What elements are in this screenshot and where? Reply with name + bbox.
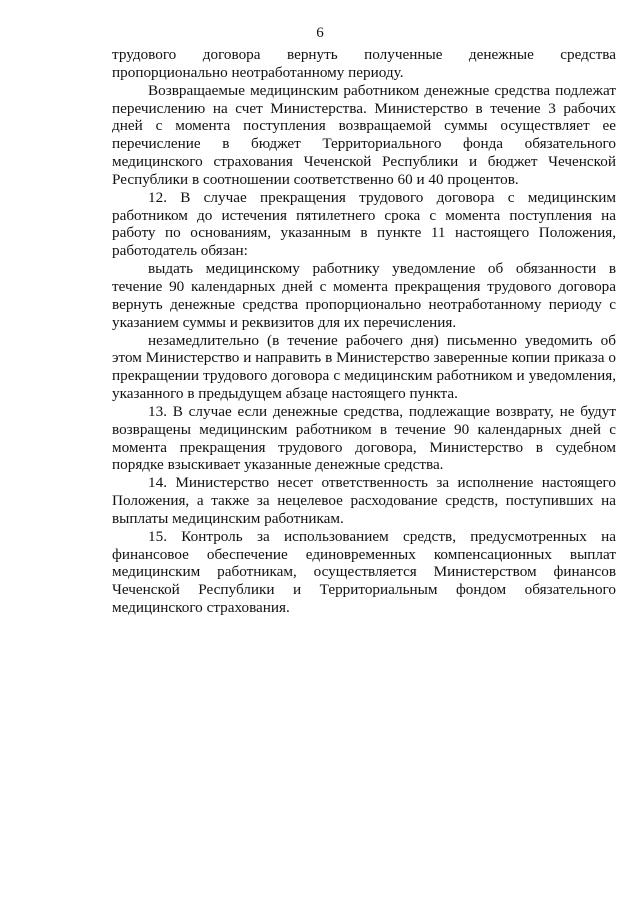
paragraph-item-15: 15. Контроль за использованием средств, предусмотренных на финансовое обеспечение единовременных компенсационных выплат медицинским работникам, осуществляется Министерством финансов Чеченской Республики и Территориальным фондом обязательного медицинского страхования. <box>112 527 616 617</box>
paragraph-continuation-first-line: трудового договора вернуть полученные денежные средства <box>112 46 616 63</box>
paragraph-item-14: 14. Министерство несет ответственность за исполнение настоящего Положения, а также за нецелевое расходование средств, поступивших на выплаты медицинским работникам. <box>112 474 616 527</box>
page-number: 6 <box>316 25 324 41</box>
paragraph-item-12-ministry: незамедлительно (в течение рабочего дня) письменно уведомить об этом Министерство и направить в Министерство заверенные копии приказа о прекращении трудового договора с медицинским работником и уведомления, указанного в предыдущем абзаце настоящего пункта. <box>112 331 616 403</box>
paragraph-item-12-notice: выдать медицинскому работнику уведомление об обязанности в течение 90 календарных дней с момента прекращения трудового договора вернуть денежные средства пропорционально неотработанному периоду с указанием суммы и реквизитов для их перечисления. <box>112 260 616 331</box>
document-body <box>112 46 616 617</box>
paragraph-item-13: 13. В случае если денежные средства, подлежащие возврату, не будут возвращены медицинским работником в течение 90 календарных дней с момента прекращения трудового договора, Министерство в судебном порядке взыскивает указанные денежные средства. <box>112 402 616 474</box>
paragraph-continuation-rest: пропорционально неотработанному периоду. <box>112 63 404 81</box>
paragraph-refund-transfer: Возвращаемые медицинским работником денежные средства подлежат перечислению на счет Министерства. Министерство в течение 3 рабочих дней с момента поступления возвращаемой суммы осуществляет ее перечисление в бюджет Территориального фонда обязательного медицинского страхования Чеченской Республики и бюджет Чеченской Республики в соотношении соответственно 60 и 40 процентов. <box>112 81 616 188</box>
paragraph-continuation <box>112 46 616 82</box>
paragraph-item-12: 12. В случае прекращения трудового договора с медицинским работником до истечения пятилетнего срока с момента поступления на работу по основаниям, указанным в пункте 11 настоящего Положения, работодатель обязан: <box>112 188 616 260</box>
